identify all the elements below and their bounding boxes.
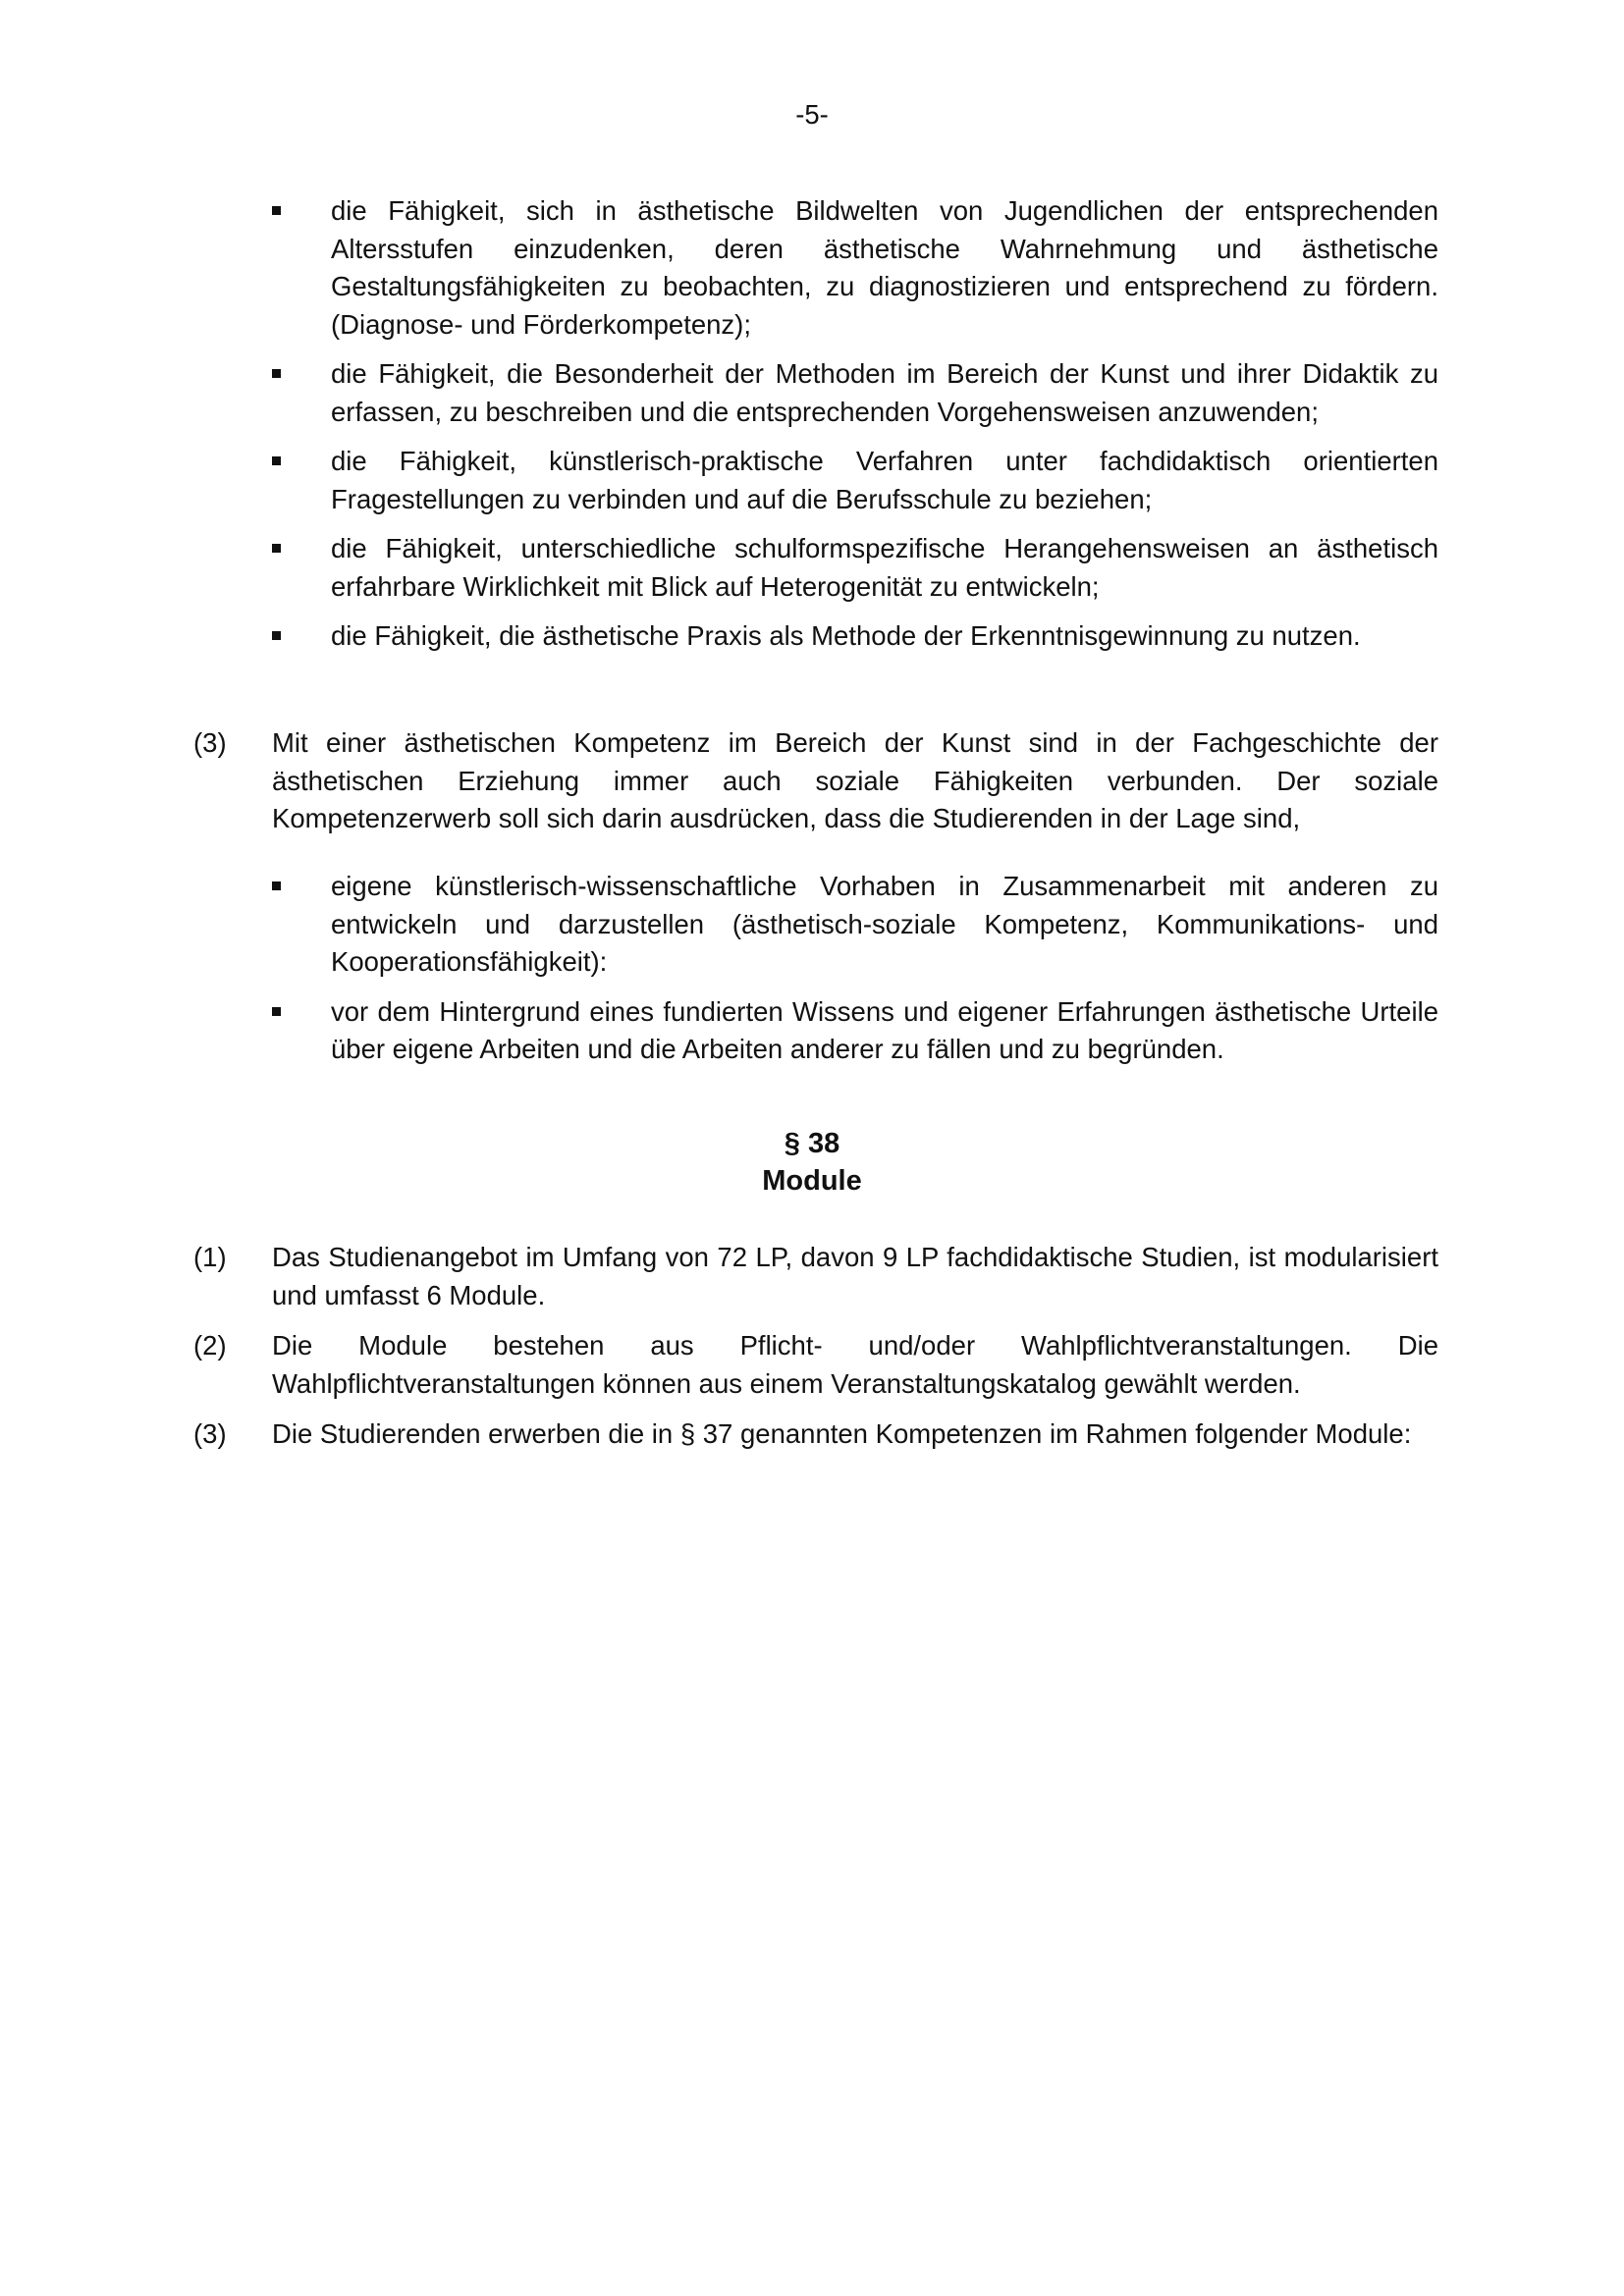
social-competence-list [0,868,1624,1081]
paragraph-2 [0,1327,1624,1403]
list-item [0,443,1624,518]
list-item-text: die Fähigkeit, die ästhetische Praxis als Methode der Erkenntnisgewinnung zu nutzen. [331,620,1361,651]
square-bullet-icon [272,881,281,890]
list-item-text: die Fähigkeit, die Besonderheit der Methoden im Bereich der Kunst und ihrer Didaktik zu erfassen, zu beschreiben und die entsprechenden Vorgehensweisen anzuwenden; [331,358,1438,427]
paragraph-3-social-competence [0,724,1624,838]
list-item [0,192,1624,344]
section-title: Module [762,1165,862,1197]
square-bullet-icon [272,206,281,215]
paragraph-1 [0,1239,1624,1314]
list-item-text: eigene künstlerisch-wissenschaftliche Vorhaben in Zusammenarbeit mit anderen zu entwickeln und darzustellen (ästhetisch-soziale Kompetenz, Kommunikations- und Kooperationsfähigkeit): [331,871,1438,977]
square-bullet-icon [272,456,281,465]
section-heading [0,1125,1624,1200]
square-bullet-icon [272,544,281,553]
paragraph-number: (3) [193,727,227,758]
section-number: § 38 [784,1128,840,1159]
paragraph-text: Das Studienangebot im Umfang von 72 LP, davon 9 LP fachdidaktische Studien, ist modularisiert und umfasst 6 Module. [272,1242,1438,1310]
list-item [0,993,1624,1069]
paragraph-text: Mit einer ästhetischen Kompetenz im Bereich der Kunst sind in der Fachgeschichte der ästhetischen Erziehung immer auch soziale Fähigkeiten verbunden. Der soziale Kompetenzerwerb soll sich darin ausdrücken, dass die Studierenden in der Lage sind, [272,727,1438,833]
list-item [0,617,1624,656]
square-bullet-icon [272,1007,281,1016]
paragraph-text: Die Studierenden erwerben die in § 37 genannten Kompetenzen im Rahmen folgender Module: [272,1418,1412,1449]
list-item-text: die Fähigkeit, unterschiedliche schulformspezifische Herangehensweisen an ästhetisch erfahrbare Wirklichkeit mit Blick auf Heterogenität zu entwickeln; [331,533,1438,602]
list-item [0,868,1624,982]
list-item-text: vor dem Hintergrund eines fundierten Wissens und eigener Erfahrungen ästhetische Urteile über eigene Arbeiten und die Arbeiten anderer zu fällen und zu begründen. [331,995,1438,1064]
list-item [0,530,1624,606]
list-item [0,355,1624,431]
paragraph-number: (1) [193,1242,227,1272]
paragraph-number: (2) [193,1330,227,1361]
competence-list [0,192,1624,667]
page-number: -5- [795,99,829,130]
list-item-text: die Fähigkeit, sich in ästhetische Bildwelten von Jugendlichen der entsprechenden Altersstufen einzudenken, deren ästhetische Wahrnehmung und ästhetische Gestaltungsfähigkeiten zu beobachten, zu diagnostizieren und entsprechend zu fördern. (Diagnose- und Förderkompetenz); [331,195,1438,340]
paragraph-3 [0,1415,1624,1454]
paragraph-text: Die Module bestehen aus Pflicht- und/oder Wahlpflichtveranstaltungen. Die Wahlpflichtveranstaltungen können aus einem Veranstaltungskatalog gewählt werden. [272,1330,1438,1399]
list-item-text: die Fähigkeit, künstlerisch-praktische Verfahren unter fachdidaktisch orientierten Fragestellungen zu verbinden und auf die Berufsschule zu beziehen; [331,446,1438,514]
paragraph-number: (3) [193,1418,227,1449]
square-bullet-icon [272,631,281,640]
square-bullet-icon [272,369,281,378]
